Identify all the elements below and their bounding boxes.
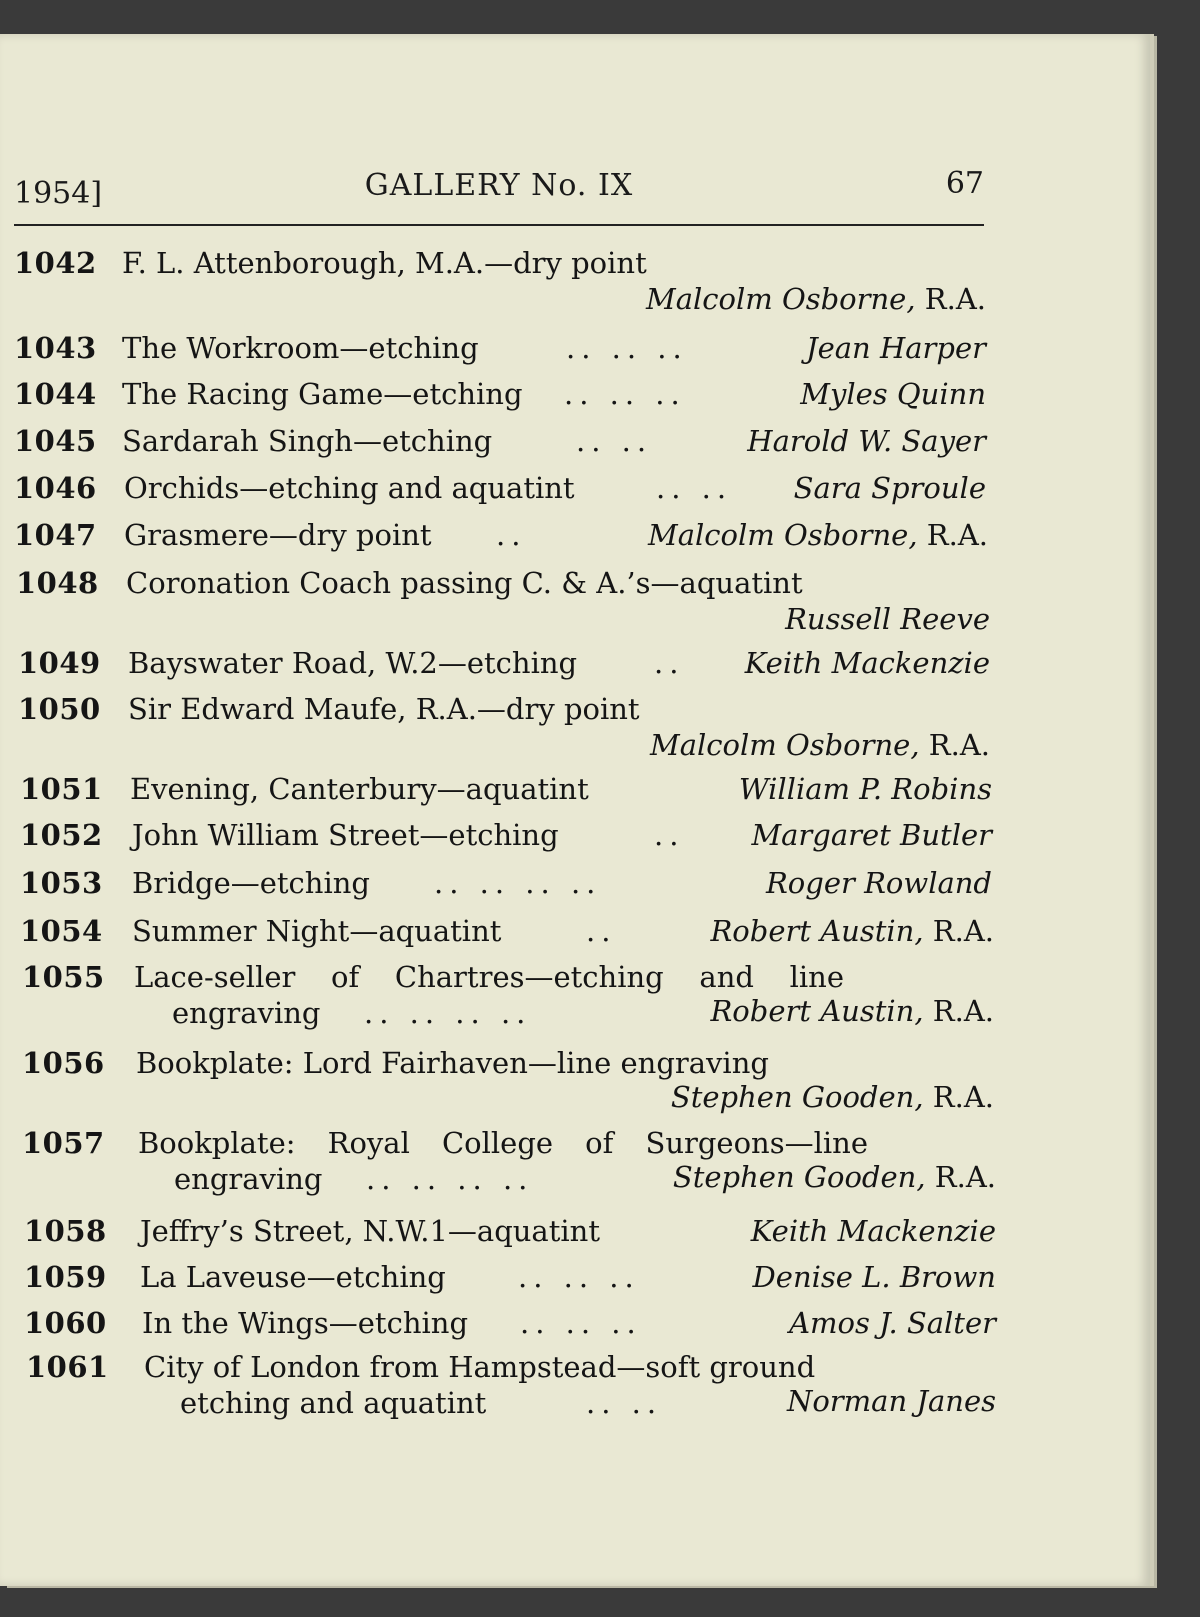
page-header bbox=[14, 134, 984, 226]
catalogue-page bbox=[0, 34, 1150, 1586]
entry-title: Lace-seller of Chartres—etching and line bbox=[134, 960, 844, 994]
entry-artist: Malcolm Osborne, R.A. bbox=[646, 282, 986, 316]
dot-leader: .. .. .. .. bbox=[434, 866, 602, 900]
entry-artist: Stephen Gooden, R.A. bbox=[672, 1160, 996, 1194]
entry-artist: Sara Sproule bbox=[793, 471, 986, 505]
entry-number: 1046 bbox=[14, 471, 97, 505]
entry-title: Bookplate: Royal College of Surgeons—line bbox=[138, 1126, 868, 1160]
dot-leader: .. bbox=[654, 818, 685, 852]
entry-title: The Racing Game—etching bbox=[122, 377, 523, 411]
dot-leader: .. .. .. bbox=[566, 331, 688, 365]
dot-leader: .. bbox=[654, 646, 685, 680]
catalogue-entry bbox=[20, 914, 994, 954]
entry-title: Bayswater Road, W.2—etching bbox=[128, 646, 578, 680]
entry-artist: Norman Janes bbox=[786, 1384, 996, 1418]
entry-number: 1061 bbox=[26, 1350, 109, 1384]
entry-number: 1045 bbox=[14, 424, 97, 458]
dot-leader: .. .. bbox=[586, 1386, 663, 1420]
catalogue-entry bbox=[24, 1306, 996, 1346]
catalogue-entry bbox=[26, 1350, 996, 1426]
entry-title: Bridge—etching bbox=[132, 866, 370, 900]
entry-title: Grasmere—dry point bbox=[124, 518, 432, 552]
dot-leader: .. .. bbox=[656, 471, 733, 505]
entry-title: Jeffry’s Street, N.W.1—aquatint bbox=[140, 1214, 600, 1248]
catalogue-entry bbox=[14, 246, 986, 318]
entry-number: 1051 bbox=[20, 772, 103, 806]
catalogue-entry bbox=[14, 377, 986, 417]
entry-number: 1053 bbox=[20, 866, 103, 900]
entry-number: 1042 bbox=[14, 246, 97, 280]
entry-title: La Laveuse—etching bbox=[140, 1260, 446, 1294]
entry-number: 1054 bbox=[20, 914, 103, 948]
entry-artist: Roger Rowland bbox=[765, 866, 992, 900]
entry-title: Summer Night—aquatint bbox=[132, 914, 502, 948]
entry-title: Sir Edward Maufe, R.A.—dry point bbox=[128, 692, 640, 726]
catalogue-entry bbox=[20, 818, 992, 858]
header-title: GALLERY No. IX bbox=[364, 168, 634, 203]
catalogue-entry bbox=[24, 1260, 996, 1300]
entry-artist: Robert Austin, R.A. bbox=[710, 994, 994, 1028]
entry-number: 1055 bbox=[22, 960, 105, 994]
entry-number: 1059 bbox=[24, 1260, 107, 1294]
dot-leader: .. .. bbox=[576, 424, 653, 458]
entry-artist: Myles Quinn bbox=[800, 377, 986, 411]
page-number: 67 bbox=[945, 166, 984, 201]
catalogue-entry bbox=[16, 566, 990, 638]
entry-artist: Harold W. Sayer bbox=[747, 424, 986, 458]
entry-number: 1048 bbox=[16, 566, 99, 600]
entry-number: 1044 bbox=[14, 377, 97, 411]
entry-artist: Russell Reeve bbox=[785, 602, 990, 636]
entry-title: John William Street—etching bbox=[132, 818, 559, 852]
header-year: 1954] bbox=[14, 176, 103, 211]
catalogue-entry bbox=[20, 772, 992, 812]
entry-title: F. L. Attenborough, M.A.—dry point bbox=[122, 246, 647, 280]
entry-number: 1058 bbox=[24, 1214, 107, 1248]
entry-number: 1056 bbox=[22, 1046, 105, 1080]
entry-title-continued: engraving bbox=[172, 996, 321, 1030]
entry-number: 1049 bbox=[18, 646, 101, 680]
entry-number: 1060 bbox=[24, 1306, 107, 1340]
dot-leader: .. bbox=[496, 518, 527, 552]
entry-title: Bookplate: Lord Fairhaven—line engraving bbox=[136, 1046, 769, 1080]
dot-leader: .. .. .. .. bbox=[366, 1162, 534, 1196]
entry-number: 1050 bbox=[18, 692, 101, 726]
entry-artist: Denise L. Brown bbox=[752, 1260, 996, 1294]
entry-artist: Amos J. Salter bbox=[789, 1306, 996, 1340]
dot-leader: .. .. .. .. bbox=[364, 996, 532, 1030]
catalogue-entry bbox=[18, 692, 990, 764]
entry-title-continued: etching and aquatint bbox=[180, 1386, 487, 1420]
entry-artist: Jean Harper bbox=[805, 331, 986, 365]
entry-number: 1057 bbox=[22, 1126, 105, 1160]
entry-title-continued: engraving bbox=[174, 1162, 323, 1196]
catalogue-entry bbox=[22, 1046, 994, 1122]
dot-leader: .. .. .. bbox=[518, 1260, 640, 1294]
entry-artist: Margaret Butler bbox=[751, 818, 992, 852]
entry-title: In the Wings—etching bbox=[142, 1306, 469, 1340]
dot-leader: .. .. .. bbox=[520, 1306, 642, 1340]
entry-title: Evening, Canterbury—aquatint bbox=[130, 772, 589, 806]
dot-leader: .. bbox=[586, 914, 617, 948]
catalogue-entry bbox=[18, 646, 990, 686]
entry-title: The Workroom—etching bbox=[122, 331, 479, 365]
catalogue-entry bbox=[22, 960, 994, 1036]
entry-artist: William P. Robins bbox=[738, 772, 992, 806]
entry-artist: Robert Austin, R.A. bbox=[710, 914, 994, 948]
entry-artist: Stephen Gooden, R.A. bbox=[670, 1080, 994, 1114]
entry-number: 1047 bbox=[14, 518, 97, 552]
catalogue-entry bbox=[14, 331, 986, 371]
entry-number: 1052 bbox=[20, 818, 103, 852]
entry-number: 1043 bbox=[14, 331, 97, 365]
catalogue-entry bbox=[24, 1214, 996, 1254]
catalogue-entry bbox=[22, 1126, 996, 1202]
entry-title: City of London from Hampstead—soft ground bbox=[144, 1350, 816, 1384]
catalogue-entry bbox=[14, 424, 986, 464]
entry-artist: Keith Mackenzie bbox=[744, 646, 990, 680]
catalogue-entry bbox=[14, 471, 986, 511]
entry-title: Sardarah Singh—etching bbox=[122, 424, 493, 458]
entry-artist: Malcolm Osborne, R.A. bbox=[650, 728, 990, 762]
entry-title: Coronation Coach passing C. & A.’s—aquatint bbox=[126, 566, 803, 600]
catalogue-entry bbox=[14, 518, 988, 558]
entry-title: Orchids—etching and aquatint bbox=[124, 471, 575, 505]
catalogue-entry bbox=[20, 866, 992, 906]
entry-artist: Keith Mackenzie bbox=[750, 1214, 996, 1248]
entry-artist: Malcolm Osborne, R.A. bbox=[648, 518, 988, 552]
dot-leader: .. .. .. bbox=[564, 377, 686, 411]
